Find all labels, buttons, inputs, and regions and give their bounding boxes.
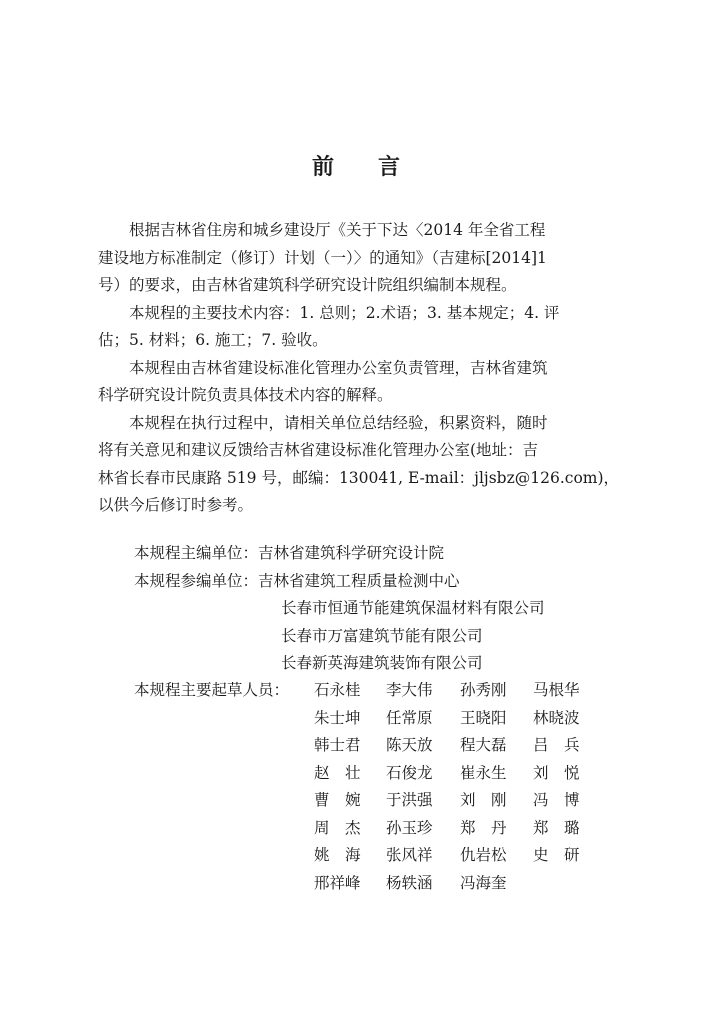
participating-unit-row [98, 568, 616, 596]
drafters-row [98, 760, 618, 788]
drafter-name: 杨轶涵 [386, 873, 433, 892]
drafter-name: 程大磊 [460, 736, 507, 754]
drafters-row [98, 870, 618, 898]
drafter-name: 周 杰 [314, 818, 361, 837]
drafter-name: 孙秀刚 [460, 681, 507, 699]
drafter-name: 姚 海 [314, 846, 361, 864]
drafter-name: 马根华 [533, 681, 580, 699]
page-title: 前言 [311, 155, 444, 180]
drafter-name: 赵 壮 [314, 763, 361, 782]
preface-line: 根据吉林省住房和城乡建设厅《关于下达〈2014 年全省工程 [98, 221, 546, 239]
preface-line: 将有关意见和建议反馈给吉林省建设标准化管理办公室(地址：吉 [98, 441, 539, 459]
drafters-row [98, 677, 618, 705]
drafter-name: 吕 兵 [533, 736, 580, 754]
drafter-name: 郑 丹 [460, 818, 507, 837]
drafters-row [98, 732, 618, 760]
drafter-name: 于洪强 [386, 791, 433, 809]
drafter-name: 石俊龙 [386, 763, 433, 782]
drafter-name: 任常原 [386, 708, 433, 727]
participating-unit-label: 本规程参编单位： [134, 571, 259, 590]
drafter-name: 邢祥峰 [314, 873, 361, 892]
drafters-row [98, 842, 618, 870]
participating-unit-name: 长春新英海建筑装饰有限公司 [281, 654, 483, 672]
participating-unit-row [98, 650, 616, 678]
drafter-name: 刘 悦 [533, 763, 580, 782]
participating-unit-row [98, 623, 616, 651]
participating-unit-name: 长春市万富建筑节能有限公司 [281, 626, 483, 645]
preface-line: 科学研究设计院负责具体技术内容的解释。 [98, 386, 393, 404]
drafter-name: 韩士君 [314, 736, 361, 754]
drafter-name: 史 研 [533, 846, 580, 864]
drafter-name: 李大伟 [386, 681, 433, 699]
drafter-name: 王晓阳 [460, 708, 507, 727]
drafters-row [98, 705, 618, 733]
drafters-label: 本规程主要起草人员： [134, 681, 290, 699]
drafter-name: 曹 婉 [314, 791, 361, 809]
drafters-row [98, 787, 618, 815]
drafters-section [98, 677, 618, 897]
preface-line: 号）的要求，由吉林省建筑科学研究设计院组织编制本规程。 [98, 276, 517, 294]
drafter-name: 林晓波 [533, 708, 580, 727]
participating-unit-name: 长春市恒通节能建筑保温材料有限公司 [281, 599, 545, 617]
chief-unit-row [98, 540, 616, 568]
drafter-name: 朱士坤 [314, 708, 361, 727]
drafter-name: 陈天放 [386, 736, 433, 754]
participating-unit-row [98, 595, 616, 623]
preface-line: 估；5. 材料；6. 施工；7. 验收。 [98, 331, 328, 349]
preface-line: 本规程由吉林省建设标准化管理办公室负责管理，吉林省建筑 [98, 358, 548, 377]
units-section [98, 540, 616, 678]
chief-unit-label: 本规程主编单位： [134, 544, 259, 562]
preface-line: 建设地方标准制定（修订）计划（一）〉的通知》（吉建标[2014]1 [98, 248, 547, 267]
drafters-row [98, 815, 618, 843]
chief-unit-name: 吉林省建筑科学研究设计院 [258, 544, 445, 562]
preface-line: 林省长春市民康路 519 号，邮编：130041, E-mail：jljsbz@126.com)， [98, 468, 620, 487]
drafter-name: 孙玉珍 [386, 818, 433, 837]
drafter-name: 张风祥 [386, 846, 433, 864]
preface-line: 以供今后修订时参考。 [98, 496, 254, 514]
drafter-name: 石永桂 [314, 681, 361, 699]
participating-unit-name: 吉林省建筑工程质量检测中心 [258, 571, 460, 590]
preface-line: 本规程在执行过程中，请相关单位总结经验，积累资料，随时 [98, 413, 548, 432]
drafter-name: 仇岩松 [460, 846, 507, 864]
drafter-name: 刘 刚 [460, 791, 507, 809]
preface-body [98, 217, 620, 520]
drafter-name: 冯海奎 [460, 873, 507, 892]
preface-line: 本规程的主要技术内容：1. 总则；2.术语；3. 基本规定；4. 评 [98, 303, 560, 322]
drafter-name: 冯 博 [533, 791, 580, 809]
drafter-name: 崔永生 [460, 763, 507, 782]
drafter-name: 郑 璐 [533, 818, 580, 837]
